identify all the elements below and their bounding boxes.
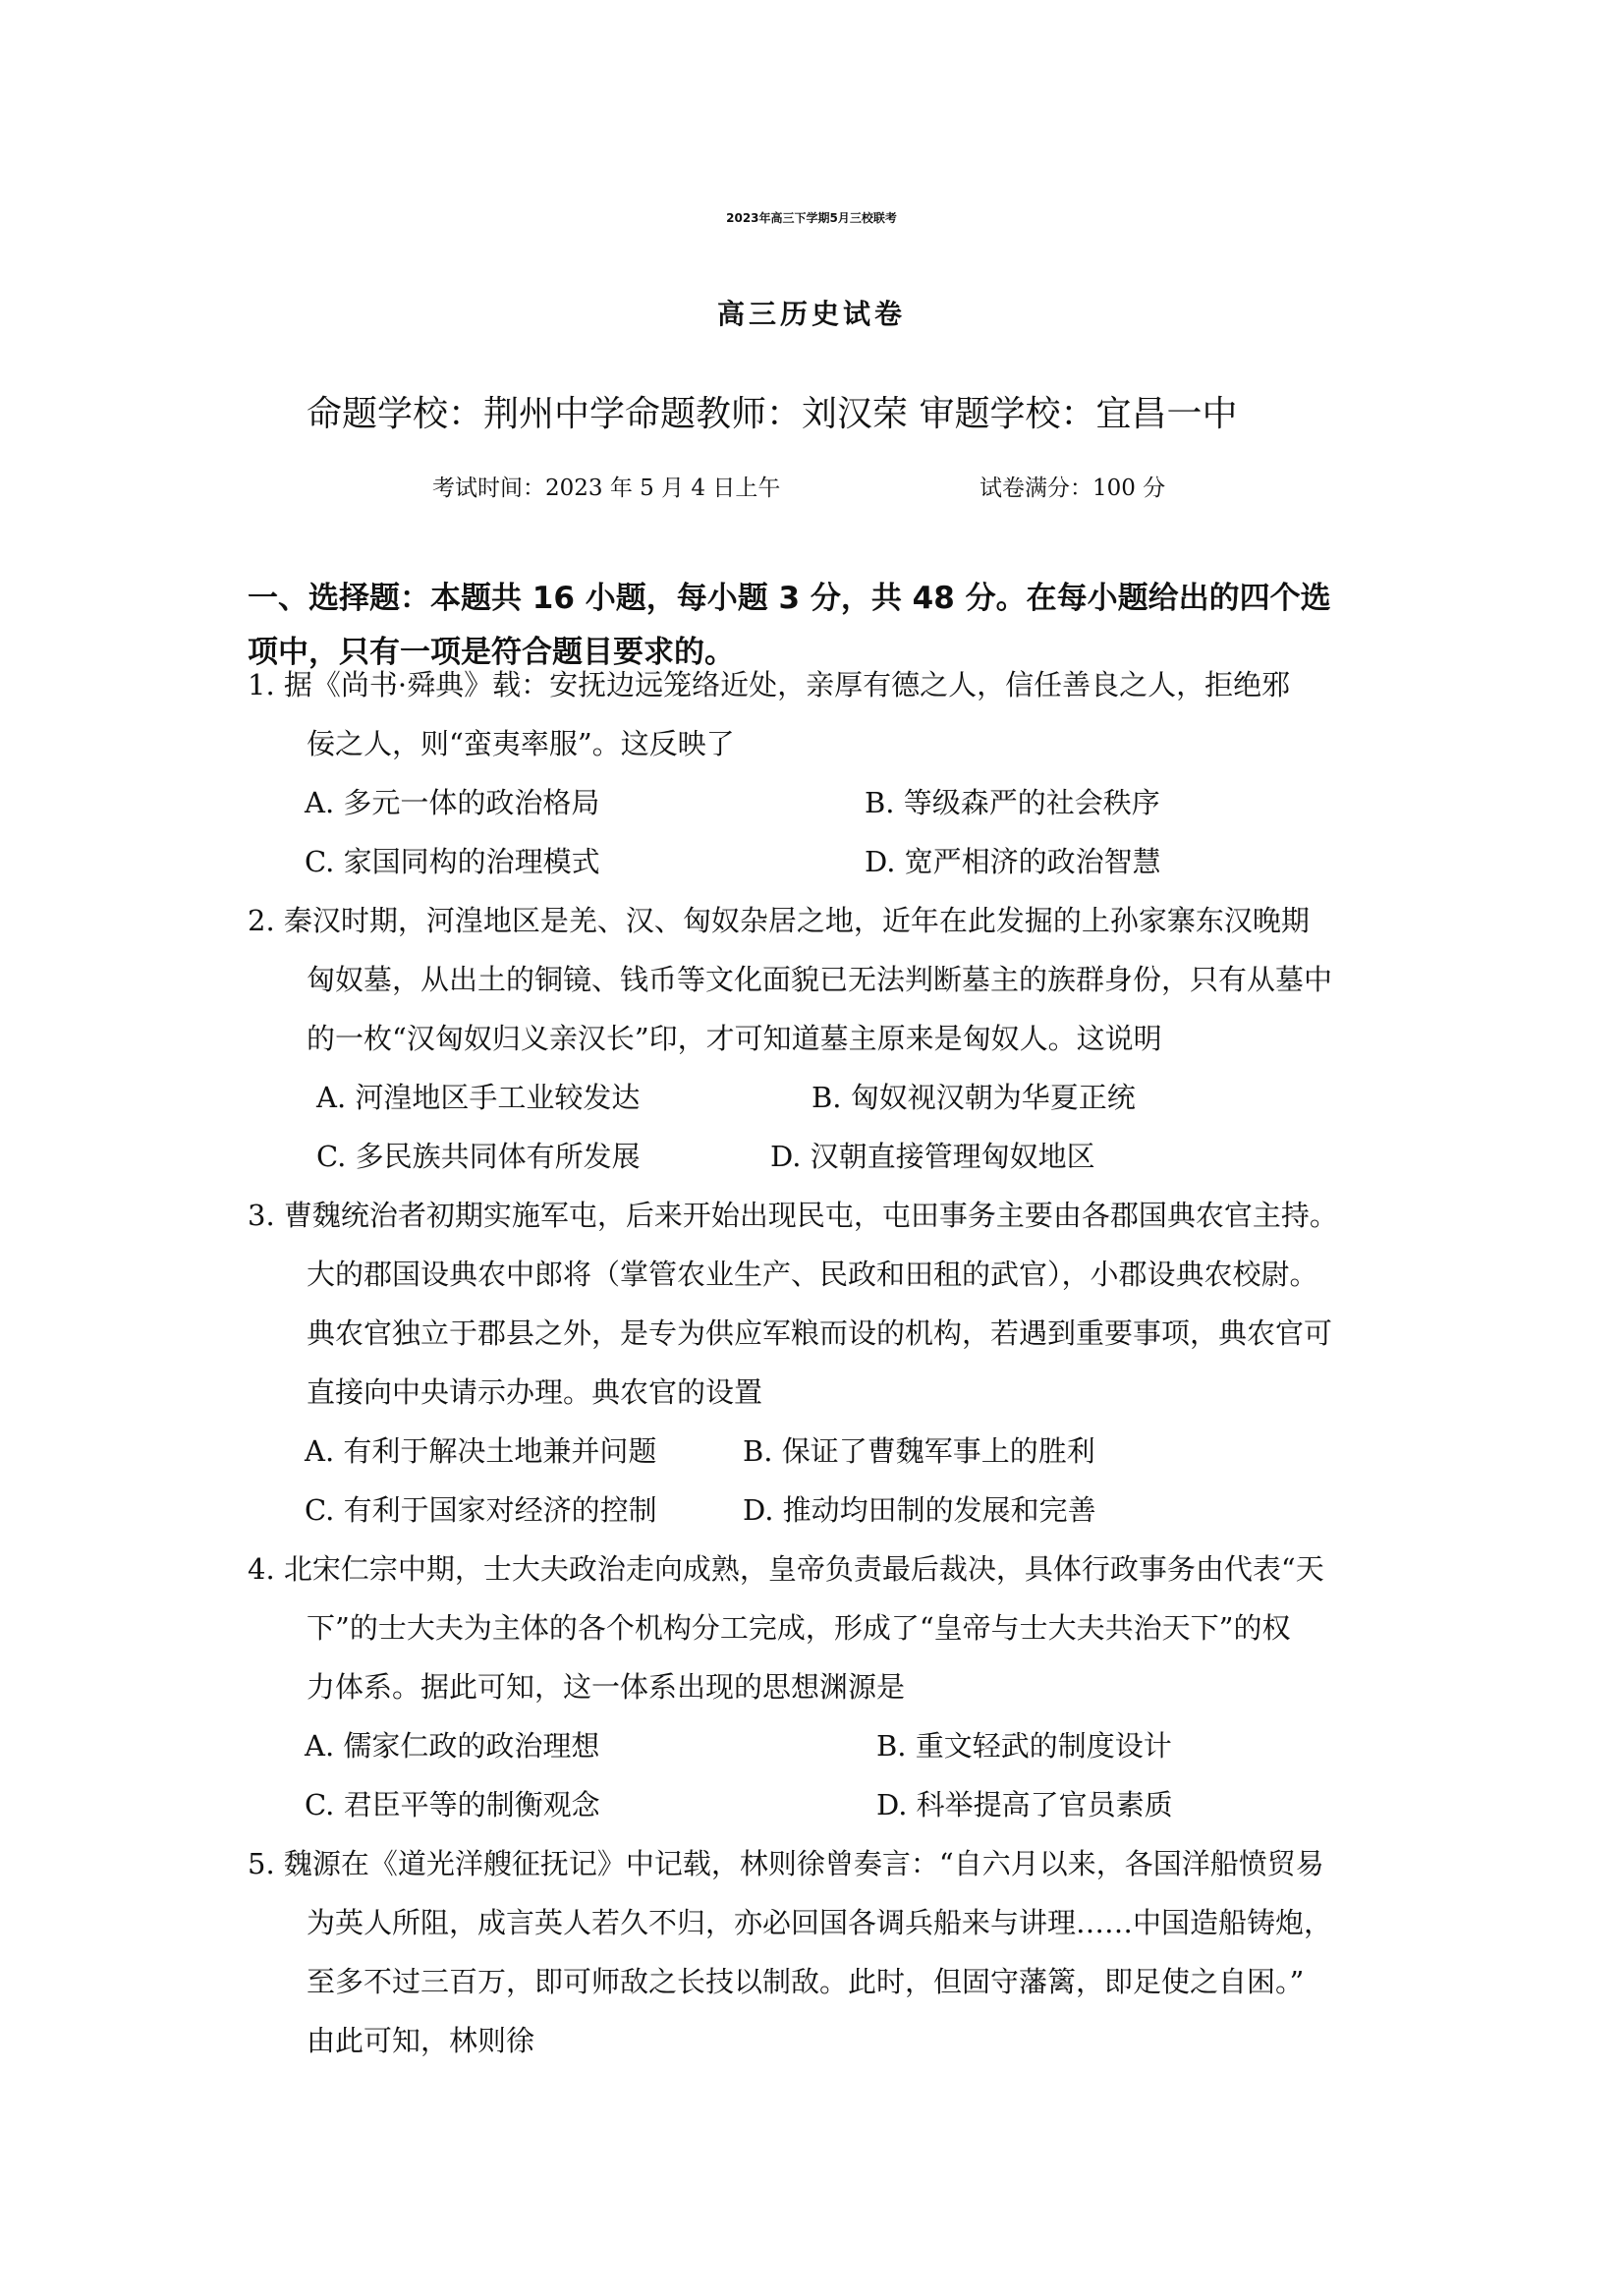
- question-2-option-c: C. 多民族共同体有所发展: [316, 1140, 641, 1173]
- question-4-line-2: 下”的士大夫为主体的各个机构分工完成，形成了“皇帝与士大夫共治天下”的权: [307, 1611, 1291, 1645]
- section-heading-line: 项中，只有一项是符合题目要求的。: [248, 635, 735, 670]
- question-4-option-c: C. 君臣平等的制衡观念: [305, 1788, 600, 1821]
- exam-time: 考试时间：2023 年 5 月 4 日上午: [432, 476, 781, 501]
- question-2-option-b: B. 匈奴视汉朝为华夏正统: [812, 1081, 1136, 1114]
- section-heading-line: 一、选择题：本题共 16 小题，每小题 3 分，共 48 分。在每小题给出的四个选: [248, 581, 1331, 616]
- question-1-option-b: B. 等级森严的社会秩序: [865, 786, 1160, 819]
- question-1-line-1: 1. 据《尚书·舜典》载：安抚边远笼络近处，亲厚有德之人，信任善良之人，拒绝邪: [248, 668, 1291, 701]
- question-4-option-d: D. 科举提高了官员素质: [876, 1788, 1173, 1821]
- question-5-line-4: 由此可知，林则徐: [307, 2024, 535, 2057]
- question-3-option-c: C. 有利于国家对经济的控制: [305, 1493, 657, 1527]
- question-3-line-3: 典农官独立于郡县之外，是专为供应军粮而设的机构，若遇到重要事项，典农官可: [307, 1316, 1333, 1350]
- question-2-option-d: D. 汉朝直接管理匈奴地区: [770, 1140, 1095, 1173]
- question-3-option-a: A. 有利于解决土地兼并问题: [305, 1434, 657, 1468]
- question-1-option-a: A. 多元一体的政治格局: [305, 786, 600, 819]
- question-4-line-1: 4. 北宋仁宗中期，士大夫政治走向成熟，皇帝负责最后裁决，具体行政事务由代表“天: [248, 1552, 1324, 1586]
- question-5-line-2: 为英人所阻，成言英人若久不归，亦必回国各调兵船来与讲理……中国造船铸炮，: [307, 1906, 1333, 1939]
- exam-title: 2023年高三下学期5月三校联考: [726, 211, 897, 225]
- question-3-line-4: 直接向中央请示办理。典农官的设置: [307, 1375, 763, 1409]
- question-3-option-b: B. 保证了曹魏军事上的胜利: [743, 1434, 1095, 1468]
- question-2-line-1: 2. 秦汉时期，河湟地区是羌、汉、匈奴杂居之地，近年在此发掘的上孙家寨东汉晚期: [248, 904, 1310, 937]
- question-3-line-1: 3. 曹魏统治者初期实施军屯，后来开始出现民屯，屯田事务主要由各郡国典农官主持。: [248, 1199, 1338, 1232]
- question-1-option-c: C. 家国同构的治理模式: [305, 845, 600, 878]
- question-1-line-2: 佞之人，则“蛮夷率服”。这反映了: [307, 727, 735, 760]
- author-meta: 命题学校：荆州中学命题教师：刘汉荣 审题学校：宜昌一中: [307, 394, 1238, 434]
- question-2-option-a: A. 河湟地区手工业较发达: [316, 1081, 641, 1114]
- full-score: 试卷满分：100 分: [979, 476, 1166, 501]
- question-5-line-1: 5. 魏源在《道光洋艘征抚记》中记载，林则徐曾奏言：“自六月以来，各国洋船愤贸易: [248, 1847, 1324, 1880]
- question-1-option-d: D. 宽严相济的政治智慧: [865, 845, 1161, 878]
- question-4-line-3: 力体系。据此可知，这一体系出现的思想渊源是: [307, 1670, 906, 1704]
- question-4-option-a: A. 儒家仁政的政治理想: [305, 1729, 600, 1763]
- question-2-line-3: 的一枚“汉匈奴归义亲汉长”印，才可知道墓主原来是匈奴人。这说明: [307, 1022, 1162, 1055]
- question-5-line-3: 至多不过三百万，即可师敌之长技以制敌。此时，但固守藩篱，即足使之自困。”: [307, 1965, 1305, 1998]
- question-3-option-d: D. 推动均田制的发展和完善: [743, 1493, 1096, 1527]
- question-4-option-b: B. 重文轻武的制度设计: [876, 1729, 1172, 1763]
- subject-title: 高三历史试卷: [716, 298, 906, 330]
- question-2-line-2: 匈奴墓，从出土的铜镜、钱币等文化面貌已无法判断墓主的族群身份，只有从墓中: [307, 963, 1333, 996]
- question-3-line-2: 大的郡国设典农中郎将（掌管农业生产、民政和田租的武官），小郡设典农校尉。: [307, 1258, 1318, 1291]
